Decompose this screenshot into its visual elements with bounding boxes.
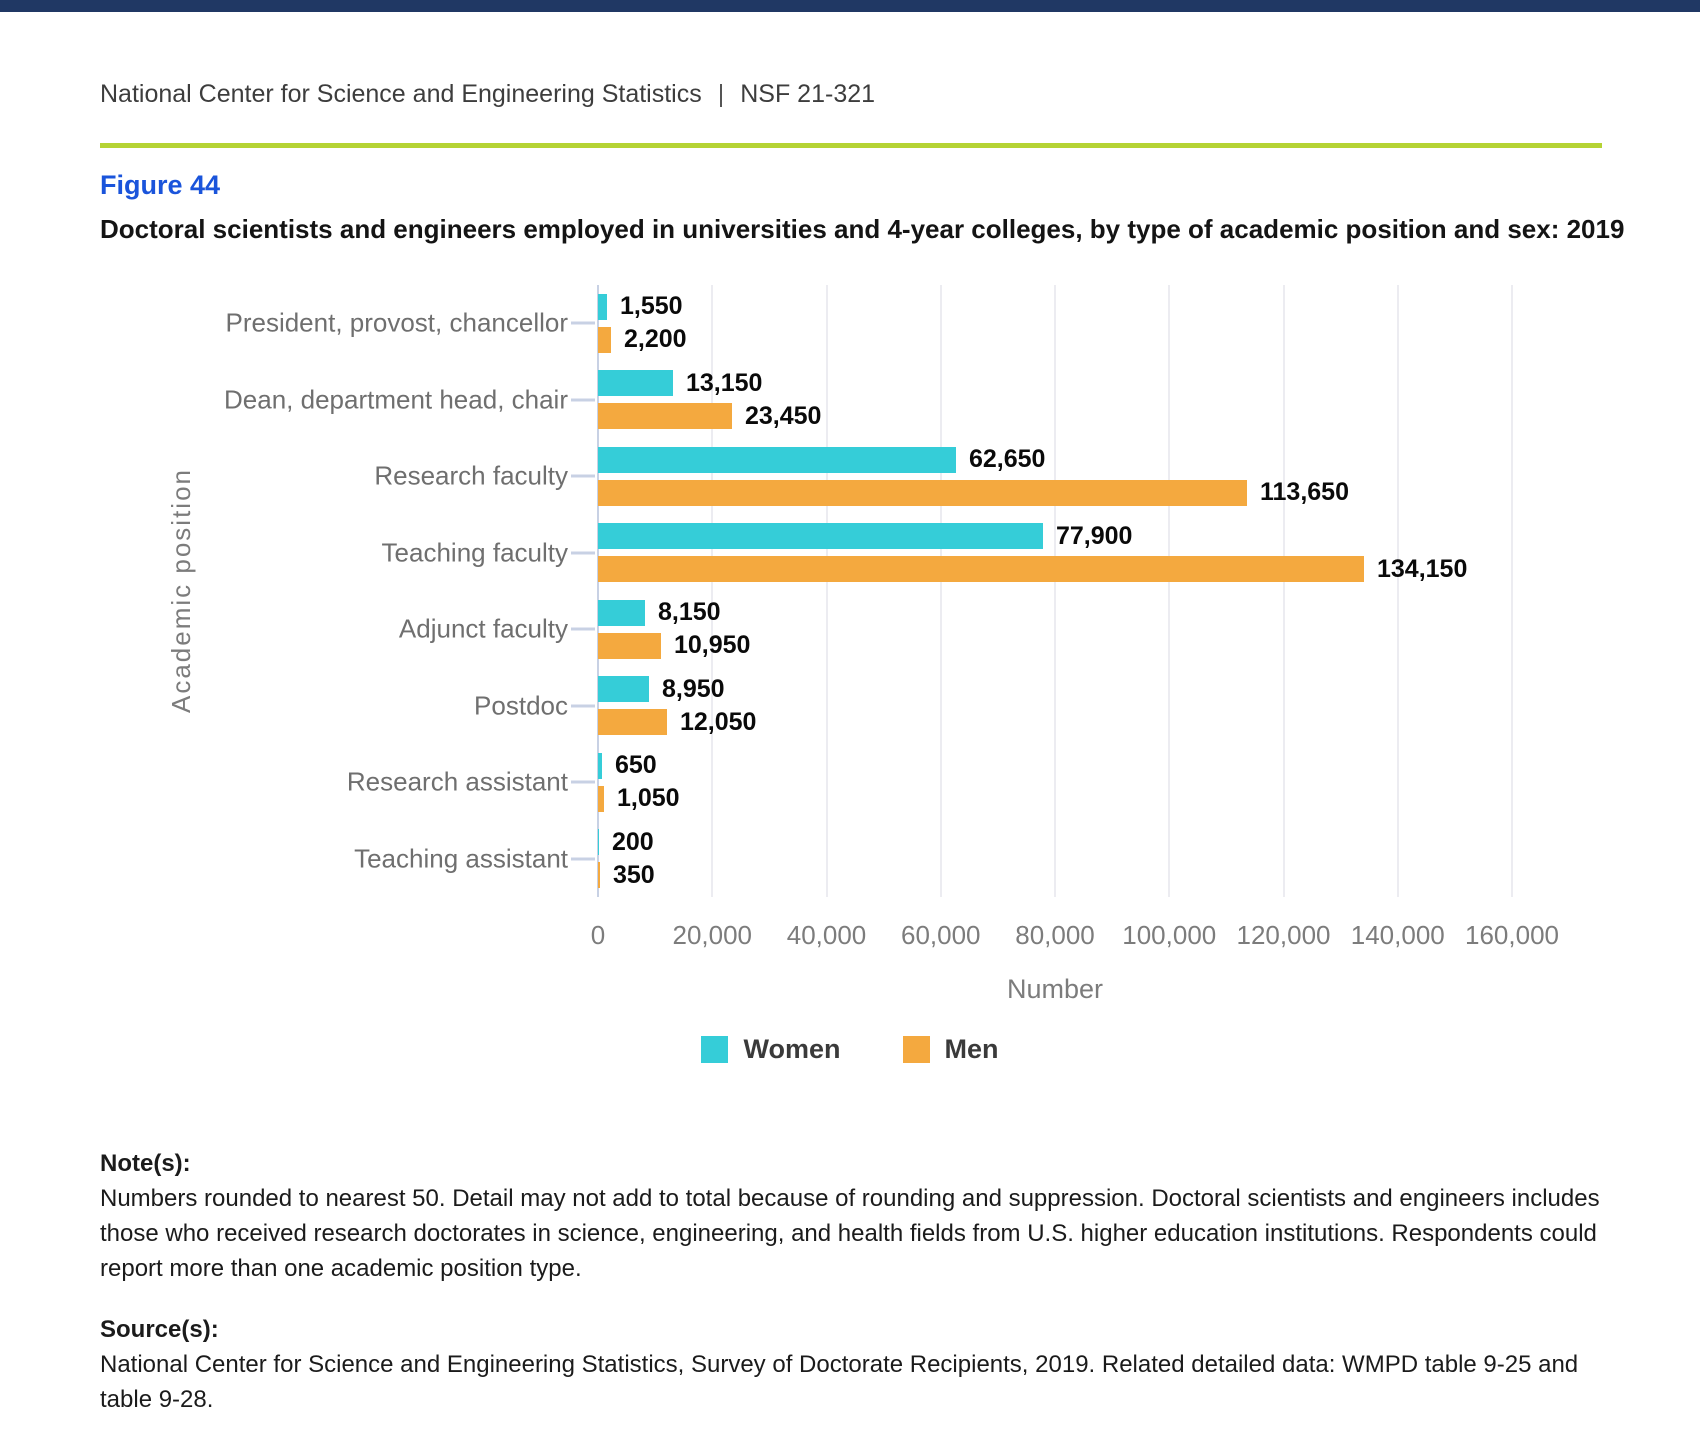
x-tick-label: 20,000 (672, 920, 753, 950)
bar-women (598, 523, 1043, 549)
publisher-name: National Center for Science and Engineering Statistics (100, 80, 702, 108)
bar-value-label: 200 (612, 827, 654, 856)
bar-men (598, 403, 732, 429)
y-axis-tick (571, 857, 595, 860)
category-label: Postdoc (474, 690, 568, 721)
x-tick-label: 40,000 (786, 920, 867, 950)
bar-value-label: 350 (613, 860, 655, 889)
category-row (224, 362, 1600, 439)
header-separator: | (717, 80, 725, 108)
bar-value-label: 23,450 (745, 401, 822, 430)
bar-line-women (598, 294, 1600, 320)
category-label: President, provost, chancellor (225, 307, 568, 338)
bar-line-men (598, 403, 1600, 429)
notes-section (100, 1146, 1608, 1417)
x-tick-label: 160,000 (1465, 920, 1559, 950)
plot-area (224, 285, 1600, 897)
bar-women (598, 676, 649, 702)
bar-line-men (598, 786, 1600, 812)
bar-chart (0, 270, 1700, 1150)
bar-value-label: 8,950 (662, 674, 725, 703)
category-row (225, 285, 1600, 362)
category-label: Adjunct faculty (398, 613, 568, 644)
bar-value-label: 113,650 (1260, 478, 1349, 507)
bar-value-label: 62,650 (969, 445, 1046, 474)
y-axis-title: Academic position (166, 468, 196, 714)
x-axis-title: Number (1006, 974, 1104, 1004)
legend-item-men (903, 1034, 999, 1065)
legend-label-men: Men (944, 1034, 999, 1064)
bar-men (598, 862, 600, 888)
y-axis-tick (571, 322, 595, 325)
x-tick-label: 100,000 (1122, 920, 1217, 950)
bar-value-label: 1,050 (617, 784, 680, 813)
report-number: NSF 21-321 (740, 80, 876, 108)
bar-line-women (598, 676, 1600, 702)
source-heading: Source(s): (100, 1316, 219, 1343)
bar-value-label: 77,900 (1056, 521, 1133, 550)
y-axis-tick (571, 628, 595, 631)
y-axis-tick (571, 704, 595, 707)
category-label: Teaching assistant (354, 843, 568, 874)
category-label: Research faculty (374, 460, 568, 491)
bar-men (598, 709, 667, 735)
bar-men (598, 786, 604, 812)
source-text: National Center for Science and Engineering Statistics, Survey of Doctorate Recipients, 2019. Related detailed data: WMPD table 9-25 and table 9-28. (100, 1351, 1579, 1413)
x-tick-label: 60,000 (900, 920, 981, 950)
bar-women (598, 370, 673, 396)
bar-line-women (598, 600, 1600, 626)
y-axis-tick (571, 781, 595, 784)
bar-line-women (598, 523, 1600, 549)
notes-heading: Note(s): (100, 1150, 191, 1177)
bar-value-label: 10,950 (674, 631, 751, 660)
report-header (100, 80, 875, 109)
bar-line-women (598, 753, 1600, 779)
category-label: Teaching faculty (381, 537, 568, 568)
bar-value-label: 650 (615, 751, 657, 780)
bar-line-men (598, 480, 1600, 506)
x-tick-label: 140,000 (1350, 920, 1445, 950)
bar-line-men (598, 862, 1600, 888)
bar-line-women (598, 370, 1600, 396)
bar-line-men (598, 327, 1600, 353)
bar-value-label: 12,050 (680, 707, 757, 736)
legend (0, 1034, 1700, 1065)
bar-value-label: 134,150 (1377, 554, 1468, 583)
x-tick-label: 0 (590, 920, 606, 950)
bar-women (598, 294, 607, 320)
figure-title: Doctoral scientists and engineers employed in universities and 4-year colleges, by type of academic position and sex: 2019 (100, 214, 1625, 244)
x-tick-label: 120,000 (1236, 920, 1331, 950)
legend-label-women: Women (743, 1034, 841, 1064)
bar-value-label: 1,550 (620, 292, 683, 321)
category-row (474, 668, 1600, 745)
bar-value-label: 8,150 (658, 598, 721, 627)
category-label: Dean, department head, chair (224, 384, 568, 415)
x-axis-tick-labels (0, 920, 1700, 954)
legend-swatch-men (903, 1036, 930, 1063)
bar-men (598, 556, 1364, 582)
category-row (346, 744, 1600, 821)
bar-women (598, 447, 956, 473)
notes-text: Numbers rounded to nearest 50. Detail may not add to total because of rounding and suppression. Doctoral scientists and engineers includes those who received research doctorates in science, engineering, and health fields from U.S. higher education institutions. Respondents could report more than one academic position type. (100, 1185, 1600, 1282)
category-row (354, 821, 1600, 898)
y-axis-tick (571, 475, 595, 478)
bar-women (598, 753, 602, 779)
y-axis-tick (571, 398, 595, 401)
y-axis-tick (571, 551, 595, 554)
category-label: Research assistant (346, 766, 568, 797)
bar-line-men (598, 556, 1600, 582)
legend-item-women (701, 1034, 840, 1065)
category-row (374, 438, 1600, 515)
bar-value-label: 2,200 (624, 325, 687, 354)
accent-rule (100, 143, 1602, 148)
bar-men (598, 633, 661, 659)
bar-women (598, 829, 599, 855)
figure-label: Figure 44 (100, 170, 221, 200)
bar-value-label: 13,150 (686, 368, 763, 397)
category-row (398, 591, 1600, 668)
bar-men (598, 327, 611, 353)
bar-line-women (598, 447, 1600, 473)
bar-men (598, 480, 1247, 506)
bar-line-women (598, 829, 1600, 855)
category-row (381, 515, 1600, 592)
bar-women (598, 600, 645, 626)
legend-swatch-women (701, 1036, 728, 1063)
top-navy-bar (0, 0, 1700, 12)
bar-line-men (598, 709, 1600, 735)
x-tick-label: 80,000 (1015, 920, 1095, 950)
bar-line-men (598, 633, 1600, 659)
